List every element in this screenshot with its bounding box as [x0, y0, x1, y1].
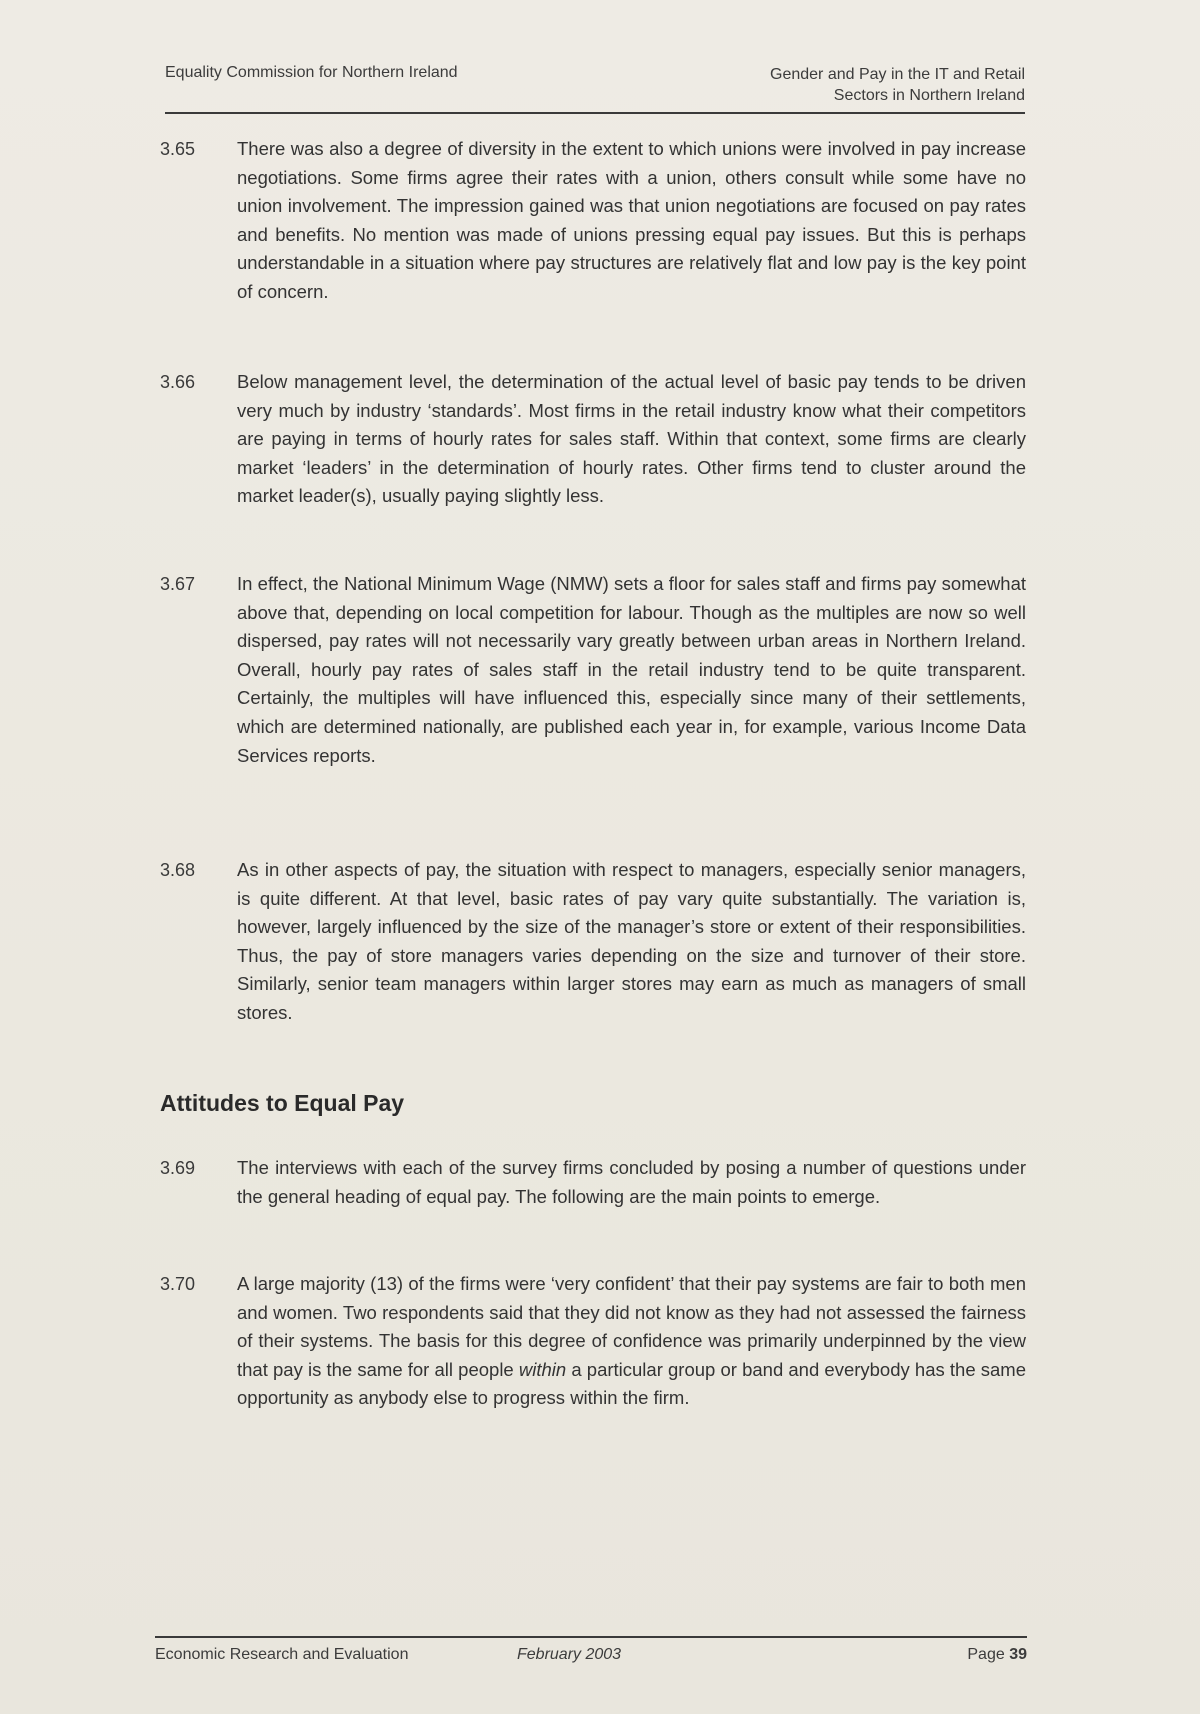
paragraph-number: 3.68: [160, 860, 196, 880]
paragraph-number: 3.70: [160, 1274, 196, 1294]
paragraph-text: Below management level, the determination of the actual level of basic pay tends to be driven very much by industry ‘standards’. Most firms in the retail industry know what their competitors are paying in terms of hourly rates for sales staff. Within that context, some firms are clearly market ‘leaders’ in the determination of hourly rates. Other firms tend to cluster around the market leader(s), usually paying slightly less.: [237, 371, 1026, 507]
footer-page-number: [967, 1646, 1027, 1664]
paragraph-number: 3.67: [160, 574, 196, 594]
page-header: [165, 60, 1025, 114]
emphasis-within: within: [518, 1358, 567, 1380]
paragraph-text: The interviews with each of the survey firms concluded by posing a number of questions under the general heading of equal pay. The following are the main points to emerge.: [237, 1157, 1026, 1207]
footer-department: Economic Research and Evaluation: [155, 1646, 409, 1663]
paragraph-text: There was also a degree of diversity in the extent to which unions were involved in pay increase negotiations. Some firms agree their rates with a union, others consult while some have no union involvement. The impression gained was that union negotiations are focused on pay rates and benefits. No mention was made of unions pressing equal pay issues. But this is perhaps understandable in a situation where pay structures are relatively flat and low pay is the key point of concern.: [237, 138, 1026, 302]
paragraph-text: In effect, the National Minimum Wage (NMW) sets a floor for sales staff and firms pay somewhat above that, depending on local competition for labour. Though as the multiples are now so well dispersed, pay rates will not necessarily vary greatly between urban areas in Northern Ireland. Overall, hourly pay rates of sales staff in the retail industry tend to be quite transparent. Certainly, the multiples will have influenced this, especially since many of their settlements, which are determined nationally, are published each year in, for example, various Income Data Services reports.: [237, 573, 1026, 766]
paragraph-number: 3.65: [160, 139, 196, 159]
page-label: Page: [967, 1646, 1005, 1663]
header-title-line-2: Sectors in Northern Ireland: [833, 87, 1025, 104]
header-organization: Equality Commission for Northern Ireland: [165, 64, 458, 81]
paragraph-text: [237, 1270, 1026, 1413]
paragraph-number: 3.69: [160, 1158, 196, 1178]
footer-date: February 2003: [517, 1646, 622, 1663]
paragraph-text-part: A large majority (13) of the firms were ‘very confident’ that their pay systems are fair to both men and women. Two respondents said that they did not know as they had not assessed the fairness of their systems. The basis for this degree of confidence was primarily underpinned by the view that pay is the same for all people: [237, 1273, 1026, 1380]
paragraph-text-part: a particular group or band and everybody has the same opportunity as anybody else to progress within the firm.: [237, 1358, 1027, 1409]
header-title-line-1: Gender and Pay in the IT and Retail: [770, 66, 1025, 83]
page-number: 39: [1009, 1646, 1027, 1663]
page-footer: [155, 1636, 1027, 1668]
paragraph-text: As in other aspects of pay, the situation with respect to managers, especially senior managers, is quite different. At that level, basic rates of pay vary quite substantially. The variation is, however, largely influenced by the size of the manager’s store or extent of their responsibilities. Thus, the pay of store managers varies depending on the size and turnover of their store. Similarly, senior team managers within larger stores may earn as much as managers of small stores.: [237, 859, 1026, 1023]
paragraph-number: 3.66: [160, 372, 196, 392]
section-heading: Attitudes to Equal Pay: [160, 1090, 405, 1116]
header-report-title: [770, 64, 1025, 106]
